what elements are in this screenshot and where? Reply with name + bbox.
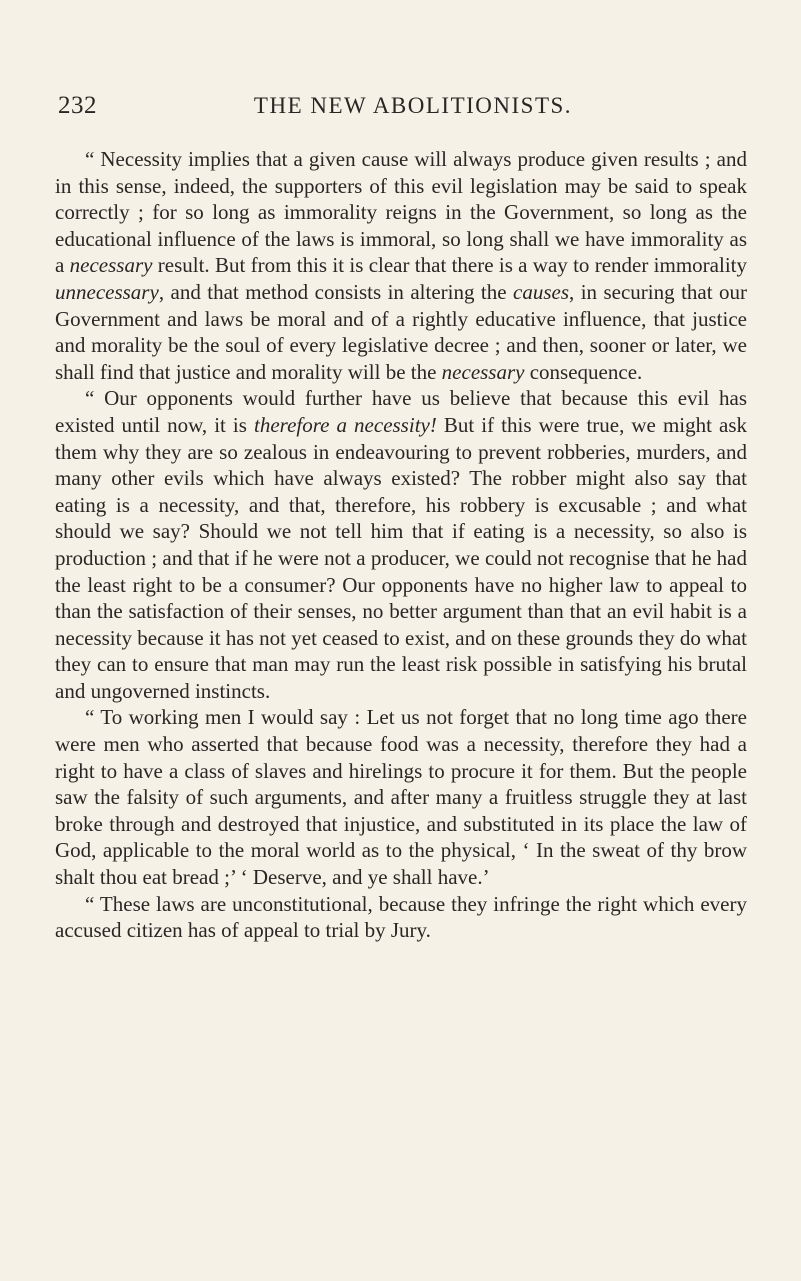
- running-title: THE NEW ABOLITIONISTS.: [253, 93, 573, 118]
- text-segment: “ Our opponents would further have us believe that because this evil has existed until now, it is: [55, 386, 747, 437]
- text-segment: But if this were true, we might ask them why they are so zealous in endeavouring to prevent robberies, murders, and many other evils which have always existed? The robber might also say that eating is a necessity, and that, therefore, his robbery is excusable ; and what should we say? Should we not tell him that if eating is a necessity, so also is production ; and that if he were not a producer, we could not recognise that he had the least right to be a consumer? Our opponents have no higher law to appeal to than the satisfaction of their senses, no better argument than that an evil habit is a necessity because it has not yet ceased to exist, and on these grounds they do what they can to ensure that man may run the least risk possible in satisfying his brutal and ungoverned instincts.: [55, 412, 747, 703]
- italic-text-segment: necessary: [441, 359, 525, 384]
- text-segment: consequence.: [524, 359, 643, 384]
- italic-text-segment: unnecessary: [55, 279, 159, 304]
- paragraph: [55, 891, 747, 944]
- text-segment: , in securing that our Government and laws be moral and of a rightly educative influence, that justice and morality be the soul of every legislative decree ; and then, sooner or later, we shall find that justice and morality will be the: [55, 279, 748, 384]
- italic-text-segment: causes: [513, 279, 570, 304]
- paragraph: [55, 385, 747, 704]
- italic-text-segment: therefore a necessity!: [254, 412, 437, 437]
- body-text: [55, 146, 747, 944]
- text-segment: “ To working men I would say : Let us not forget that no long time ago there were men who asserted that because food was a necessity, therefore they had a right to have a class of slaves and hirelings to procure it for them. But the people saw the falsity of such arguments, and after many a fruitless struggle they at last broke through and destroyed that injustice, and substituted in its place the law of God, applicable to the moral world as to the physical, ‘ In the sweat of thy brow shalt thou eat bread ;’ ‘ Deserve, and ye shall have.’: [55, 705, 747, 890]
- text-segment: result. But from this it is clear that there is a way to render immorality: [152, 253, 747, 278]
- text-segment: , and that method consists in altering the: [158, 279, 514, 304]
- page-header: [58, 92, 748, 128]
- paragraph: [55, 704, 747, 890]
- page-number: 232: [58, 92, 97, 119]
- paragraph: [55, 146, 747, 385]
- text-segment: “ These laws are unconstitutional, because they infringe the right which every accused citizen has of appeal to trial by Jury.: [55, 891, 747, 943]
- text-segment: “ Necessity implies that a given cause will always produce given results ; and in this sense, indeed, the supporters of this evil legislation may be said to speak correctly ; for so long as immorality reigns in the Government, so long as the educational influence of the laws is immoral, so long shall we have immorality as a: [55, 147, 747, 278]
- italic-text-segment: necessary: [69, 253, 153, 278]
